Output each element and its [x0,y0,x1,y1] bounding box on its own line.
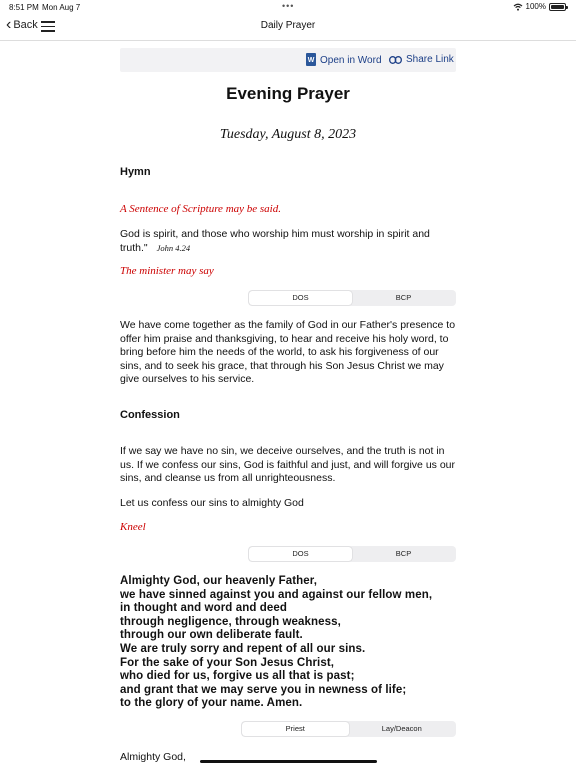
home-indicator[interactable] [200,760,377,763]
status-date: Mon Aug 7 [42,3,81,12]
version-selector-intro [248,290,456,306]
open-in-word-button[interactable] [306,54,382,67]
hymn-heading: Hymn [120,166,151,178]
battery-percent: 100% [525,2,546,11]
confession-invitation: Let us confess our sins to almighty God [120,497,304,509]
segment-priest[interactable]: Priest [242,722,349,736]
confession-line: through negligence, through weakness, [120,615,341,628]
scripture-reference: John 4.24 [156,242,191,253]
confession-line: we have sinned against you and against our fellow men, [120,588,433,601]
general-confession [120,575,460,711]
sentence-rubric: A Sentence of Scripture may be said. [120,203,281,215]
status-time: 8:51 PM [9,3,39,12]
confession-line: in thought and word and deed [120,602,287,615]
wifi-icon [513,3,523,11]
introduction-text: We have come together as the family of God in our Father's presence to offer him praise and thanksgiving, to hear and receive his holy word, to bring before him the needs of the world, to ask his forgiveness of our sins, and to seek his grace, that through his Son Jesus Christ we may give ourselves to his service. [120,319,456,385]
share-link-label: Share Link [406,54,454,65]
segment-bcp[interactable]: BCP [395,293,412,302]
status-bar [0,0,576,14]
segment-lay-deacon[interactable]: Lay/Deacon [381,724,422,733]
officiant-selector [241,721,456,737]
document-toolbar [120,48,456,72]
confession-line: and grant that we may serve you in newness of life; [120,683,407,696]
scripture-sentence [120,228,440,255]
nav-title: Daily Prayer [260,20,316,31]
version-selector-confession [248,546,456,562]
confession-heading: Confession [120,409,180,421]
page-title: Evening Prayer [226,84,350,103]
link-icon [389,56,402,64]
minister-rubric: The minister may say [120,265,214,277]
battery-icon [549,3,566,11]
share-link-button[interactable] [389,54,454,65]
segment-bcp[interactable]: BCP [395,549,412,558]
confession-line: who died for us, forgive us all that is past; [120,670,355,683]
scripture-text: God is spirit, and those who worship him must worship in spirit and truth." [120,228,430,254]
kneel-rubric: Kneel [120,521,146,533]
word-icon: W [306,53,316,66]
status-right [513,2,566,11]
back-label: Back [13,19,38,31]
service-date: Tuesday, August 8, 2023 [219,127,357,142]
confession-line: Almighty God, our heavenly Father, [120,575,318,587]
confession-line: For the sake of your Son Jesus Christ, [120,656,335,669]
segment-dos[interactable]: DOS [249,547,352,561]
navigation-bar [0,14,576,41]
confession-sentence: If we say we have no sin, we deceive ourselves, and the truth is not in us. If we confess our sins, God is faithful and just, and will forgive us our sins, and cleanse us from all unrighteousness. [120,445,455,484]
confession-line: We are truly sorry and repent of all our sins. [120,642,366,655]
chevron-left-icon: ‹ [6,16,12,33]
absolution-text: Almighty God, [120,751,186,763]
multitasking-dots-icon[interactable]: ••• [282,1,295,11]
segment-dos[interactable]: DOS [249,291,352,305]
confession-line: through our own deliberate fault. [120,629,303,642]
open-in-word-label: Open in Word [320,55,382,66]
confession-line: to the glory of your name. Amen. [120,697,303,710]
